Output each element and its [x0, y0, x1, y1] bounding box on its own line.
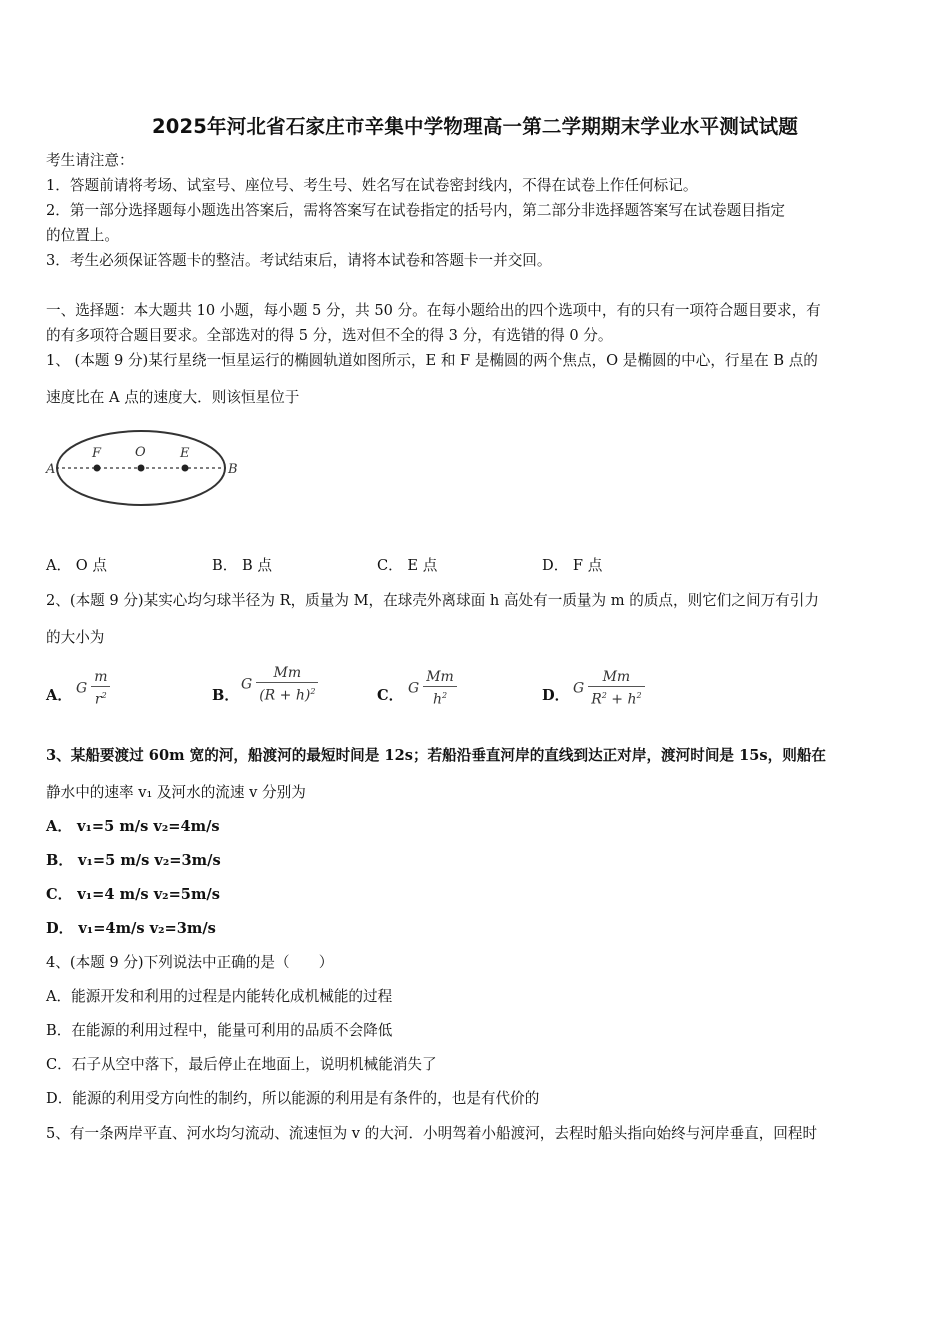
label-b: B — [228, 462, 238, 477]
question-4-text: 4、(本题 9 分)下列说法中正确的是（ ） — [46, 954, 334, 971]
q1-option-b[interactable]: B． B 点 — [212, 557, 272, 574]
notice-item: 的位置上。 — [46, 227, 119, 244]
question-3-text: 静水中的速率 v₁ 及河水的流速 v 分别为 — [46, 784, 306, 801]
question-2-text: 的大小为 — [46, 629, 105, 646]
question-1-text: 1、 (本题 9 分)某行星绕一恒星运行的椭圆轨道如图所示，E 和 F 是椭圆的两个焦点，O 是椭圆的中心，行星在 B 点的 — [46, 352, 818, 369]
q3-option-b[interactable]: B． v₁=5 m/s v₂=3m/s — [46, 852, 221, 869]
q1-option-a[interactable]: A． O 点 — [46, 557, 107, 574]
q2-option-c-formula[interactable]: G $\frac{Mm}{h^2}$ — [408, 668, 457, 709]
center-o-dot — [138, 465, 145, 472]
ellipse-orbit-figure — [44, 428, 244, 524]
q2-option-b-formula[interactable]: G $\frac{Mm}{(R + h)^2}$ — [241, 664, 318, 705]
page-title: 2025年河北省石家庄市辛集中学物理高一第二学期期末学业水平测试试题 — [151, 115, 799, 138]
question-5-text: 5、有一条两岸平直、河水均匀流动、流速恒为 v 的大河．小明驾着小船渡河，去程时船头指向始终与河岸垂直，回程时 — [46, 1125, 818, 1142]
q4-option-c[interactable]: C．石子从空中落下，最后停止在地面上，说明机械能消失了 — [46, 1056, 437, 1073]
notice-item: 3．考生必须保证答题卡的整洁。考试结束后，请将本试卷和答题卡一并交回。 — [46, 252, 552, 269]
question-2-text: 2、(本题 9 分)某实心均匀球半径为 R，质量为 M，在球壳外离球面 h 高处有一质量为 m 的质点，则它们之间万有引力 — [46, 592, 819, 609]
label-o: O — [135, 445, 146, 460]
q2-option-a-formula[interactable]: G $\frac{m}{r^2}$ — [76, 668, 110, 709]
q4-option-b[interactable]: B．在能源的利用过程中，能量可利用的品质不会降低 — [46, 1022, 393, 1039]
q3-option-c[interactable]: C． v₁=4 m/s v₂=5m/s — [46, 886, 220, 903]
q2-option-a-label[interactable]: A． — [46, 687, 72, 704]
label-a: A — [46, 462, 56, 477]
q4-option-d[interactable]: D．能源的利用受方向性的制约，所以能源的利用是有条件的，也是有代价的 — [46, 1090, 540, 1107]
label-e: E — [180, 446, 190, 461]
q1-option-d[interactable]: D． F 点 — [542, 557, 603, 574]
notice-item: 1．答题前请将考场、试室号、座位号、考生号、姓名写在试卷密封线内，不得在试卷上作任何标记。 — [46, 177, 698, 194]
q2-option-d-label[interactable]: D． — [542, 687, 570, 704]
question-3-text: 3、某船要渡过 60m 宽的河，船渡河的最短时间是 12s；若船沿垂直河岸的直线到达正对岸，渡河时间是 15s，则船在 — [46, 747, 827, 764]
notice-item: 2．第一部分选择题每小题选出答案后，需将答案写在试卷指定的括号内，第二部分非选择题答案写在试卷题目指定 — [46, 202, 785, 219]
focus-f-dot — [94, 465, 101, 472]
notice-header: 考生请注意： — [46, 152, 134, 169]
q4-option-a[interactable]: A．能源开发和利用的过程是内能转化成机械能的过程 — [46, 988, 393, 1005]
label-f: F — [92, 446, 102, 461]
section-intro: 一、选择题：本大题共 10 小题，每小题 5 分，共 50 分。在每小题给出的四个选项中，有的只有一项符合题目要求，有 — [46, 302, 821, 319]
q3-option-d[interactable]: D． v₁=4m/s v₂=3m/s — [46, 920, 216, 937]
section-intro: 的有多项符合题目要求。全部选对的得 5 分，选对但不全的得 3 分，有选错的得 0 分。 — [46, 327, 613, 344]
question-1-text: 速度比在 A 点的速度大．则该恒星位于 — [46, 389, 300, 406]
q2-option-d-formula[interactable]: G $\frac{Mm}{R^2 + h^2}$ — [573, 668, 645, 709]
q2-option-c-label[interactable]: C． — [377, 687, 404, 704]
q1-option-c[interactable]: C． E 点 — [377, 557, 438, 574]
q3-option-a[interactable]: A． v₁=5 m/s v₂=4m/s — [46, 818, 220, 835]
q2-option-b-label[interactable]: B． — [212, 687, 239, 704]
focus-e-dot — [182, 465, 189, 472]
